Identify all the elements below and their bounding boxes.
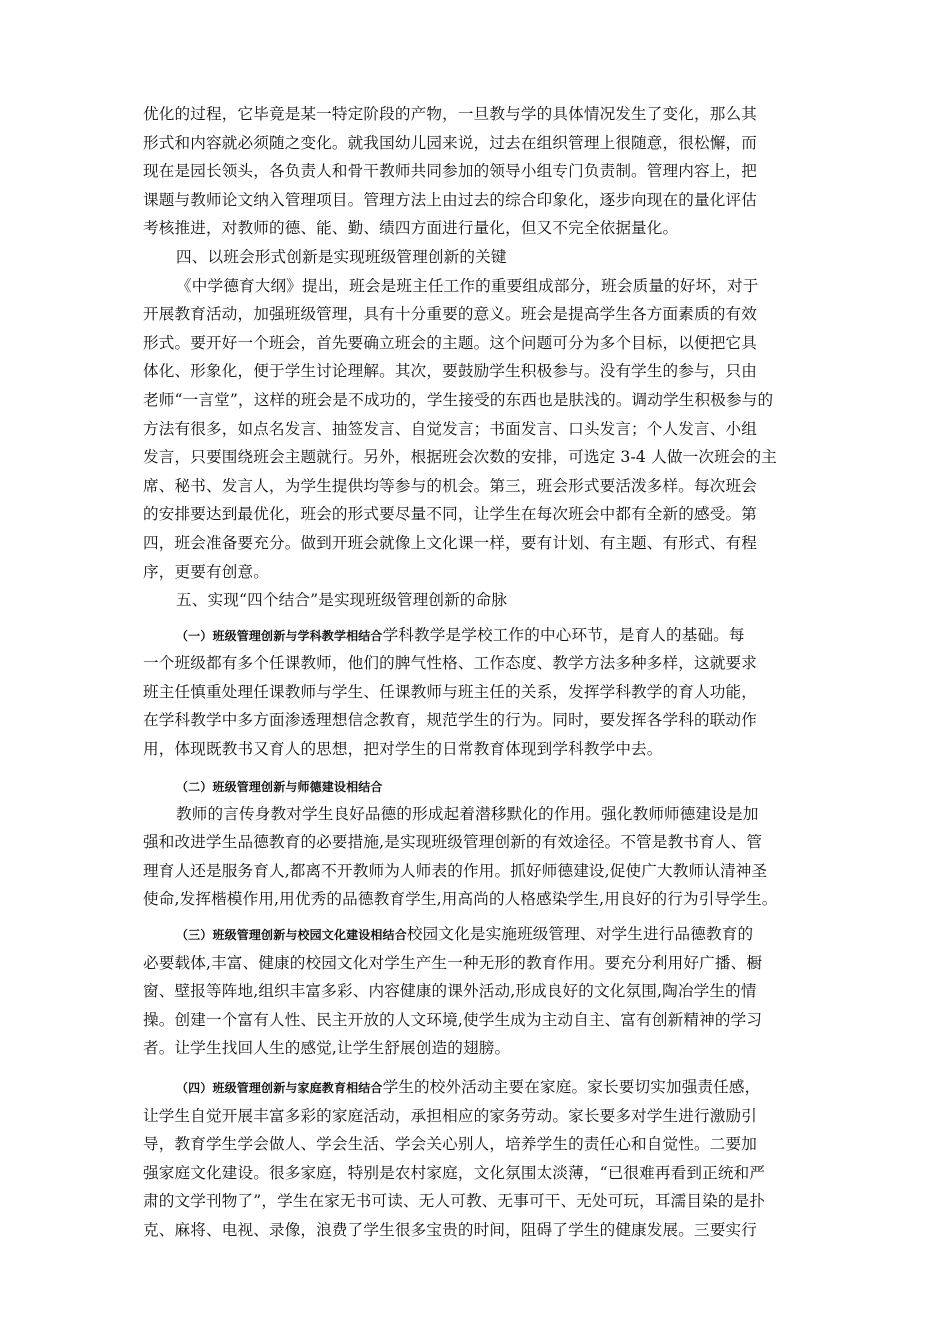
text-line: 导，教育学生学会做人、学会生活、学会关心别人，培养学生的责任心和自觉性。二要加 (143, 1135, 758, 1154)
text-line: 强家庭文化建设。很多家庭，特别是农村家庭，文化氛围太淡薄，“已很难再看到正统和严 (143, 1163, 766, 1182)
text-line: 体化、形象化，便于学生讨论理解。其次，要鼓励学生积极参与。没有学生的参与，只由 (143, 362, 758, 381)
subsection-four-label: （四）班级管理创新与家庭教育相结合 (176, 1081, 383, 1095)
text-line: 席、秘书、发言人，为学生提供均等参与的机会。第三，班会形式要活泼多样。每次班会 (143, 476, 758, 495)
text-line: 使命,发挥楷模作用,用优秀的品德教育学生,用高尚的人格感染学生,用良好的行为引导学生。 (143, 890, 778, 909)
text-line: 优化的过程，它毕竟是某一特定阶段的产物，一旦教与学的具体情况发生了变化，那么其 (143, 105, 758, 123)
text-line: 四，班会准备要充分。做到开班会就像上文化课一样，要有计划、有主题、有形式、有程 (143, 533, 758, 552)
text-line: 必要载体,丰富、健康的校园文化对学生产生一种无形的教育作用。要充分利用好广播、橱 (143, 953, 763, 972)
text-line: 强和改进学生品德教育的必要措施,是实现班级管理创新的有效途径。不管是教书育人、管 (143, 833, 763, 852)
text-line: 者。让学生找回人生的感觉,让学生舒展创造的翅膀。 (143, 1039, 511, 1058)
text-line: 理育人还是服务育人,都离不开教师为人师表的作用。抓好师德建设,促使广大教师认清神圣 (143, 861, 768, 880)
subsection-two (143, 774, 815, 914)
section-heading-four: 四、以班会形式创新是实现班级管理创新的关键 (176, 247, 507, 266)
text-line: 开展教育活动，加强班级管理，具有十分重要的意义。班会是提高学生各方面素质的有效 (143, 305, 758, 324)
subsection-four-first-line: 学生的校外活动主要在家庭。家长要切实加强责任感， (382, 1078, 761, 1096)
subsection-three-label: （三）班级管理创新与校园文化建设相结合 (176, 928, 407, 943)
text-line: 老师“一言堂”，这样的班会是不成功的，学生接受的东西也是肤浅的。调动学生积极参与的 (143, 390, 774, 409)
subsection-four (143, 1073, 815, 1245)
text-line (143, 1073, 815, 1102)
text-line: 序，更要有创意。 (143, 562, 269, 581)
subsection-three (143, 920, 815, 1063)
text-line: 班主任慎重处理任课教师与学生、任课教师与班主任的关系，发挥学科教学的育人功能， (143, 682, 758, 701)
text-line: 在学科教学中多方面渗透理想信念教育，规范学生的行为。同时，要发挥各学科的联动作 (143, 711, 758, 730)
text-line: 的安排要达到最优化，班会的形式要尽量不同，让学生在每次班会中都有全新的感受。第 (143, 505, 758, 524)
subsection-two-label: （二）班级管理创新与师德建设相结合 (176, 779, 383, 794)
document-page (143, 100, 815, 1245)
text-line: 形式和内容就必须随之变化。就我国幼儿园来说，过去在组织管理上很随意，很松懈，而 (143, 133, 758, 152)
text-line: 发言，只要围绕班会主题就行。另外，根据班会次数的安排，可选定 3-4 人做一次班会的主 (143, 448, 778, 467)
text-line: 课题与教师论文纳入管理项目。管理方法上由过去的综合印象化，逐步向现在的量化评估 (143, 190, 758, 209)
text-line: 形式。要开好一个班会，首先要确立班会的主题。这个问题可分为多个目标，以便把它具 (143, 333, 758, 352)
subsection-one (143, 621, 815, 764)
text-line: 现在是园长领头，各负责人和骨干教师共同参加的领导小组专门负责制。管理内容上，把 (143, 162, 758, 181)
text-line (143, 621, 815, 650)
subsection-one-label: （一）班级管理创新与学科教学相结合 (176, 628, 383, 643)
text-line: 克、麻将、电视、录像，浪费了学生很多宝贵的时间，阻碍了学生的健康发展。三要实行 (143, 1220, 758, 1239)
text-line: 考核推进，对教师的德、能、勤、绩四方面进行量化，但又不完全依据量化。 (143, 219, 679, 238)
text-line: 《中学德育大纲》提出，班会是班主任工作的重要组成部分，班会质量的好坏，对于 (176, 276, 759, 295)
text-line: 操。创建一个富有人性、民主开放的人文环境,使学生成为主动自主、富有创新精神的学习 (143, 1010, 763, 1029)
text-line: 方法有很多，如点名发言、抽签发言、自觉发言；书面发言、口头发言；个人发言、小组 (143, 419, 758, 438)
text-line: 肃的文学刊物了”，学生在家无书可读、无人可教、无事可干、无处可玩，耳濡目染的是扑 (143, 1192, 766, 1211)
text-line: 教师的言传身教对学生良好品德的形成起着潜移默化的作用。强化教师师德建设是加 (176, 804, 759, 823)
paragraph-class-meeting (143, 272, 815, 587)
subsection-three-first-line: 校园文化是实施班级管理、对学生进行品德教育的 (406, 925, 754, 944)
text-line: 一个班级都有多个任课教师，他们的脾气性格、工作态度、教学方法多种多样，这就要求 (143, 654, 758, 673)
text-line: 用，体现既教书又育人的思想，把对学生的日常教育体现到学科教学中去。 (143, 740, 663, 759)
text-line: 窗、壁报等阵地,组织丰富多彩、内容健康的课外活动,形成良好的文化氛围,陶冶学生的情 (143, 982, 757, 1001)
text-line (143, 920, 815, 949)
section-heading-five: 五、实现“四个结合”是实现班级管理创新的命脉 (176, 591, 508, 610)
text-line: 让学生自觉开展丰富多彩的家庭活动，承担相应的家务劳动。家长要多对学生进行激励引 (143, 1106, 758, 1125)
subsection-one-first-line: 学科教学是学校工作的中心环节，是育人的基础。每 (382, 625, 745, 644)
paragraph-continuation (143, 100, 815, 243)
